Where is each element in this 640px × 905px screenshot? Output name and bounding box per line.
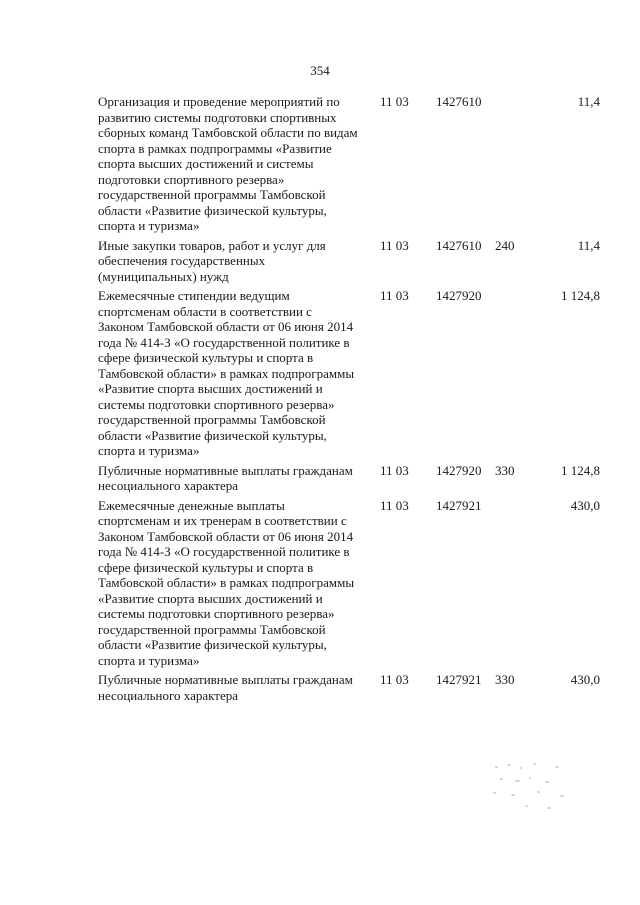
stamp-speck bbox=[525, 805, 528, 807]
row-section: 11 03 bbox=[380, 288, 409, 303]
stamp-speck bbox=[493, 792, 496, 794]
row-code: 1427921 bbox=[436, 497, 482, 513]
stamp-speck bbox=[529, 777, 531, 779]
table-row bbox=[98, 238, 608, 285]
row-amount: 1 124,8 bbox=[561, 288, 600, 303]
row-section: 11 03 bbox=[380, 237, 409, 253]
stamp-speck bbox=[545, 781, 549, 783]
row-type: 240 bbox=[495, 237, 515, 253]
stamp-speck bbox=[537, 791, 540, 793]
row-code: 1427610 bbox=[436, 237, 482, 253]
stamp-speck bbox=[533, 763, 536, 765]
row-amount: 11,4 bbox=[577, 237, 600, 253]
stamp-speck bbox=[547, 807, 551, 809]
row-section: 11 03 bbox=[380, 497, 409, 513]
table-row bbox=[98, 498, 608, 669]
row-description: Организация и проведение мероприятий по развитию системы подготовки спортивных сборных команд Тамбовской области по видам спорта в рамках подпрограммы «Развитие спорта высших достижений и системы подготовки спортивного резерва» государственной программы Тамбовской области «Развитие физической культуры, спорта и туризма» bbox=[98, 94, 358, 233]
row-amount: 430,0 bbox=[570, 672, 600, 687]
row-code: 1427921 bbox=[436, 672, 482, 687]
stamp-speck bbox=[515, 780, 520, 782]
row-amount: 1 124,8 bbox=[561, 462, 600, 478]
stamp-speck bbox=[500, 778, 503, 780]
row-description: Публичные нормативные выплаты гражданам несоциального характера bbox=[98, 672, 353, 703]
stamp-speck bbox=[511, 794, 515, 796]
stamp-speck bbox=[495, 766, 498, 768]
table-row bbox=[98, 672, 608, 703]
stamp-speck bbox=[560, 795, 564, 797]
row-description: Ежемесячные денежные выплаты спортсменам и их тренерам в соответствии с Законом Тамбовской области от 06 июня 2014 года № 414-З «О государственной политике в сфере физической культуры и спорта в Тамбовской области» в рамках подпрограммы «Развитие спорта высших достижений и системы подготовки спортивного резерва» государственной программы Тамбовской области «Развитие физической культуры, спорта и туризма» bbox=[98, 497, 355, 668]
row-code: 1427610 bbox=[436, 94, 482, 109]
table-row bbox=[98, 463, 608, 494]
row-description: Ежемесячные стипендии ведущим спортсменам области в соответствии с Законом Тамбовской области от 06 июня 2014 года № 414-З «О государственной политике в сфере физической культуры и спорта в Тамбовской области» в рамках подпрограммы «Развитие спорта высших достижений и системы подготовки спортивного резерва» государственной программы Тамбовской области «Развитие физической культуры, спорта и туризма» bbox=[98, 288, 355, 458]
row-section: 11 03 bbox=[380, 94, 409, 109]
row-code: 1427920 bbox=[436, 462, 482, 478]
page-number: 354 bbox=[310, 63, 330, 78]
stamp-speck bbox=[507, 764, 511, 766]
table-row bbox=[98, 94, 608, 234]
budget-table bbox=[98, 94, 608, 707]
faded-stamp bbox=[485, 760, 585, 815]
row-section: 11 03 bbox=[380, 462, 409, 478]
table-row bbox=[98, 288, 608, 459]
row-section: 11 03 bbox=[380, 672, 409, 687]
row-amount: 11,4 bbox=[577, 94, 600, 109]
row-amount: 430,0 bbox=[570, 497, 600, 513]
row-description: Публичные нормативные выплаты гражданам несоциального характера bbox=[98, 462, 353, 493]
row-description: Иные закупки товаров, работ и услуг для обеспечения государственных (муниципальных) нужд bbox=[98, 237, 326, 284]
row-type: 330 bbox=[495, 462, 515, 478]
row-type: 330 bbox=[495, 672, 515, 687]
row-code: 1427920 bbox=[436, 288, 482, 303]
stamp-speck bbox=[520, 767, 522, 769]
stamp-speck bbox=[555, 766, 559, 768]
